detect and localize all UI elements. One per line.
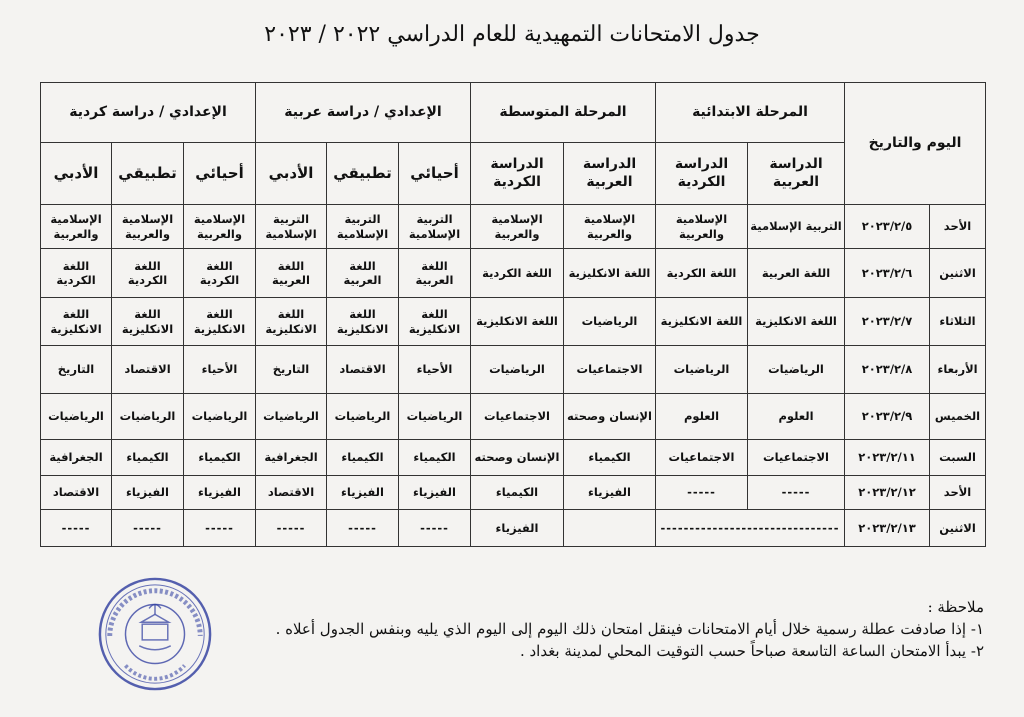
subject-cell: اللغة الانكليزية [256,298,327,346]
subject-cell: ----- [256,510,327,547]
date-cell: ٢٠٢٣/٢/١١ [845,440,930,476]
subject-cell: اللغة الانكليزية [656,298,748,346]
subheader-primary-arabic: الدراسة العربية [748,143,845,205]
subject-cell: الاقتصاد [112,346,184,394]
subject-cell: اللغة الانكليزية [748,298,845,346]
subject-cell: الاجتماعيات [564,346,656,394]
subject-cell: الرياضيات [184,394,256,440]
primary-dash-cell: ------------------------------- [656,510,845,547]
subject-cell: اللغة الكردية [471,249,564,298]
subject-cell: الرياضيات [564,298,656,346]
subject-cell: اللغة العربية [256,249,327,298]
subject-cell: اللغة الانكليزية [112,298,184,346]
subject-cell: الإسلامية والعربية [564,205,656,249]
table-row [41,346,986,394]
subject-cell: الفيزياء [112,476,184,510]
notes-section [204,596,984,662]
subject-cell: الكيمياء [564,440,656,476]
date-cell: ٢٠٢٣/٢/٨ [845,346,930,394]
note-1: ١- إذا صادفت عطلة رسمية خلال أيام الامتحانات فينقل امتحان ذلك اليوم إلى اليوم الذي يليه وبنفس الجدول أعلاه . [275,620,984,638]
subject-cell: اللغة الكردية [112,249,184,298]
subject-cell: الإنسان وصحته [471,440,564,476]
subject-cell: الرياضيات [399,394,471,440]
subject-cell: التربية الإسلامية [399,205,471,249]
subject-cell: ----- [184,510,256,547]
subject-cell: الإسلامية والعربية [656,205,748,249]
subject-cell: اللغة الانكليزية [471,298,564,346]
table-row [41,510,986,547]
notes-heading: ملاحظة : [927,598,984,616]
subject-cell: التاريخ [41,346,112,394]
subheader-arabic-bio: أحيائي [399,143,471,205]
subject-cell: الكيمياء [327,440,399,476]
exam-schedule-table [40,82,986,547]
note-2: ٢- يبدأ الامتحان الساعة التاسعة صباحاً حسب التوقيت المحلي لمدينة بغداد . [519,642,984,660]
subheader-row [41,143,986,205]
subject-cell: التربية الإسلامية [256,205,327,249]
day-cell: الأحد [930,205,986,249]
subject-cell: الإسلامية والعربية [471,205,564,249]
subject-cell: التربية الإسلامية [327,205,399,249]
subject-cell: الرياضيات [656,346,748,394]
subject-cell: الاجتماعيات [656,440,748,476]
day-cell: الأحد [930,476,986,510]
subject-cell: اللغة الكردية [656,249,748,298]
subject-cell: الفيزياء [471,510,564,547]
subject-cell: الرياضيات [41,394,112,440]
date-cell: ٢٠٢٣/٢/٥ [845,205,930,249]
day-cell: السبت [930,440,986,476]
subject-cell [564,510,656,547]
date-cell: ٢٠٢٣/٢/٦ [845,249,930,298]
subject-cell: العلوم [656,394,748,440]
subject-cell: الإنسان وصحته [564,394,656,440]
subject-cell: اللغة العربية [327,249,399,298]
header-day-date: اليوم والتاريخ [845,83,986,205]
subject-cell: اللغة الانكليزية [564,249,656,298]
day-cell: الخميس [930,394,986,440]
subject-cell: الفيزياء [327,476,399,510]
subject-cell: الجغرافية [41,440,112,476]
subject-cell: ----- [41,510,112,547]
day-cell: الاثنين [930,510,986,547]
subject-cell: الكيمياء [399,440,471,476]
subject-cell: الإسلامية والعربية [184,205,256,249]
table-row [41,440,986,476]
header-intermediate: المرحلة المتوسطة [471,83,656,143]
subject-cell: الكيمياء [471,476,564,510]
subject-cell: الرياضيات [327,394,399,440]
subheader-kurdish-applied: تطبيقي [112,143,184,205]
subject-cell: اللغة الكردية [184,249,256,298]
subject-cell: الفيزياء [399,476,471,510]
subject-cell: الاقتصاد [256,476,327,510]
header-primary: المرحلة الابتدائية [656,83,845,143]
day-cell: الأربعاء [930,346,986,394]
subject-cell: ----- [656,476,748,510]
subject-cell: الكيمياء [184,440,256,476]
subject-cell: اللغة الانكليزية [184,298,256,346]
exam-schedule-table-container [40,82,986,542]
date-cell: ٢٠٢٣/٢/٩ [845,394,930,440]
subject-cell: الإسلامية والعربية [41,205,112,249]
table-row [41,476,986,510]
subject-cell: الاجتماعيات [748,440,845,476]
subject-cell: الفيزياء [564,476,656,510]
subject-cell: اللغة الانكليزية [327,298,399,346]
subject-cell: الرياضيات [112,394,184,440]
date-cell: ٢٠٢٣/٢/٧ [845,298,930,346]
subject-cell: اللغة الانكليزية [399,298,471,346]
date-cell: ٢٠٢٣/٢/١٣ [845,510,930,547]
official-seal-stamp [96,575,214,693]
header-row [41,83,986,143]
subject-cell: ----- [327,510,399,547]
subject-cell: الجغرافية [256,440,327,476]
subject-cell: اللغة الكردية [41,249,112,298]
subject-cell: الاجتماعيات [471,394,564,440]
page-title: جدول الامتحانات التمهيدية للعام الدراسي ٢٠٢٢ / ٢٠٢٣ [264,22,760,47]
table-row [41,394,986,440]
subject-cell: الرياضيات [471,346,564,394]
subheader-primary-kurdish: الدراسة الكردية [656,143,748,205]
subject-cell: العلوم [748,394,845,440]
table-row [41,205,986,249]
date-cell: ٢٠٢٣/٢/١٢ [845,476,930,510]
subject-cell: الرياضيات [256,394,327,440]
table-row [41,298,986,346]
subject-cell: الكيمياء [112,440,184,476]
subheader-kurdish-literary: الأدبي [41,143,112,205]
subject-cell: ----- [399,510,471,547]
subject-cell: اللغة العربية [399,249,471,298]
subheader-arabic-applied: تطبيقي [327,143,399,205]
subject-cell: الرياضيات [748,346,845,394]
subheader-inter-kurdish: الدراسة الكردية [471,143,564,205]
subject-cell: اللغة العربية [748,249,845,298]
subject-cell: التربية الإسلامية [748,205,845,249]
subject-cell: الفيزياء [184,476,256,510]
day-cell: الاثنين [930,249,986,298]
table-row [41,249,986,298]
subject-cell: الأحياء [184,346,256,394]
subject-cell: الاقتصاد [327,346,399,394]
subject-cell: اللغة الانكليزية [41,298,112,346]
subheader-kurdish-bio: أحيائي [184,143,256,205]
header-prep-arabic: الإعدادي / دراسة عربية [256,83,471,143]
subject-cell: ----- [112,510,184,547]
subject-cell: التاريخ [256,346,327,394]
subheader-inter-arabic: الدراسة العربية [564,143,656,205]
subject-cell: الاقتصاد [41,476,112,510]
header-prep-kurdish: الإعدادي / دراسة كردية [41,83,256,143]
subheader-arabic-literary: الأدبي [256,143,327,205]
subject-cell: الأحياء [399,346,471,394]
subject-cell: الإسلامية والعربية [112,205,184,249]
day-cell: الثلاثاء [930,298,986,346]
subject-cell: ----- [748,476,845,510]
